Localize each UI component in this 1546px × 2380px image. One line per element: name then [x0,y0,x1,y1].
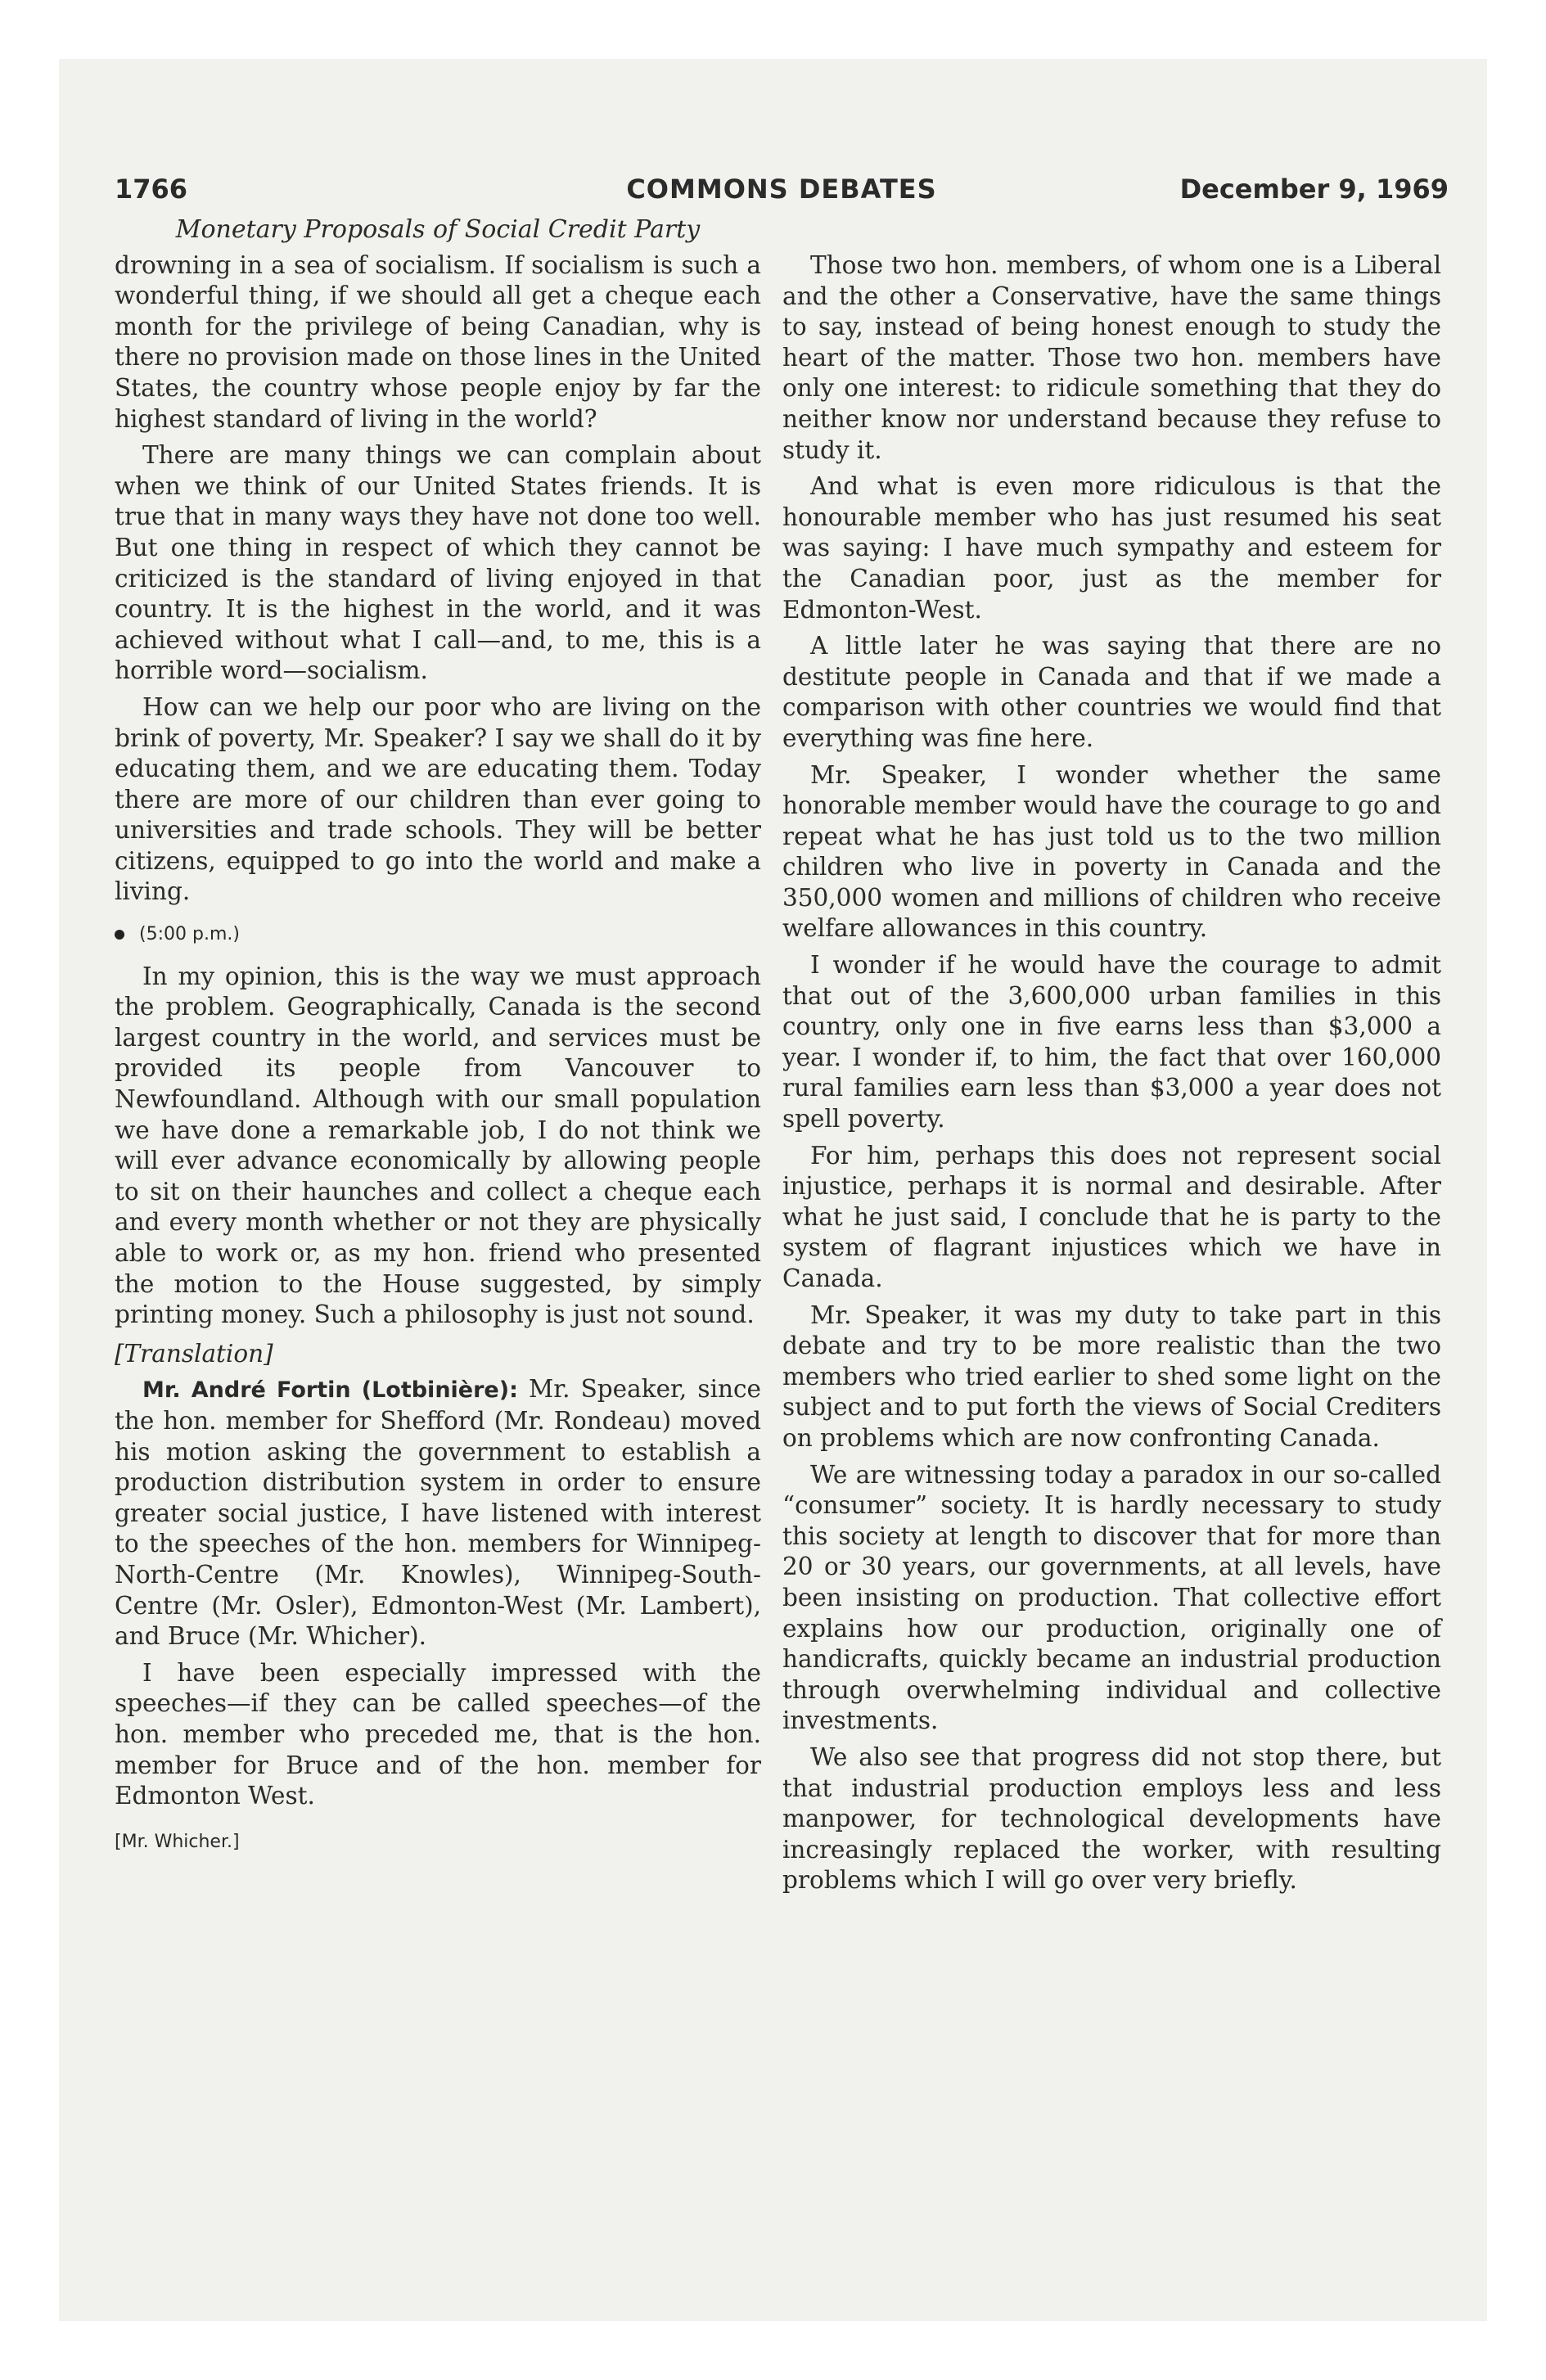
paragraph: I wonder if he would have the courage to admit that out of the 3,600,000 urban families in this country, only one in five earns less than $3,000 a year. I wonder if, to him, the fact that over 160,000 rural families earn less than $3,000 a year does not spell poverty. [782,951,1441,1134]
paragraph: We are witnessing today a paradox in our so-called “consumer” society. It is hardly necessary to study this society at length to discover that for more than 20 or 30 years, our governments, at all levels, have been insisting on production. That collective effort explains how our production, originally one of handicrafts, quickly became an industrial production through overwhelming individual and collective investments. [782,1460,1441,1735]
paragraph: A little later he was saying that there are no destitute people in Canada and that if we made a comparison with other countries we would find that everything was fine here. [782,632,1441,752]
time-marker-text: (5:00 p.m.) [139,924,240,945]
left-column [115,214,761,1857]
paragraph: Those two hon. members, of whom one is a Liberal and the other a Conservative, have the same things to say, instead of being honest enough to study the heart of the matter. Those two hon. members have only one interest: to ridicule something that they do neither know nor understand because they refuse to study it. [782,251,1441,464]
speaker-text: Mr. Speaker, since the hon. member for Shefford (Mr. Rondeau) moved his motion asking the government to establish a production distribution system in order to ensure greater social justice, I have listened with interest to the speeches of the hon. members for Winnipeg-North-Centre (Mr. Knowles), Winnipeg-South-Centre (Mr. Osler), Edmonton-West (Mr. Lambert), and Bruce (Mr. Whicher). [115,1375,761,1651]
speaker-name: Mr. André Fortin (Lotbinière): [142,1377,518,1404]
page-number: 1766 [115,174,188,205]
speaker-paragraph [115,1374,761,1652]
right-column [782,250,1441,1902]
time-marker [115,919,761,950]
paragraph: We also see that progress did not stop there, but that industrial production employs less and less manpower, for technological developments have increasingly replaced the worker, with resulting problems which I will go over very briefly. [782,1742,1441,1895]
publication-title: COMMONS DEBATES [626,174,937,205]
bullet-icon [115,930,124,940]
page-footer: [Mr. Whicher.] [115,1831,240,1852]
paragraph: drowning in a sea of socialism. If socialism is such a wonderful thing, if we should all get a cheque each month for the privilege of being Canadian, why is there no provision made on those lines in the United States, the country whose people enjoy by far the highest standard of living in the world? [115,250,761,433]
page-header [115,174,1449,216]
paragraph: Mr. Speaker, I wonder whether the same honorable member would have the courage to go and repeat what he has just told us to the two million children who live in poverty in Canada and the 350,000 women and millions of children who receive welfare allowances in this country. [782,760,1441,943]
translation-heading: [Translation] [115,1339,273,1368]
paragraph: For him, perhaps this does not represent social injustice, perhaps it is normal and desirable. After what he just said, I conclude that he is party to the system of flagrant injustices which we have in Canada. [782,1141,1441,1292]
paragraph: In my opinion, this is the way we must approach the problem. Geographically, Canada is the second largest country in the world, and services must be provided its people from Vancouver to Newfoundland. Although with our small population we have done a remarkable job, I do not think we will ever advance economically by allowing people to sit on their haunches and collect a cheque each and every month whether or not they are physically able to work or, as my hon. friend who presented the motion to the House suggested, by simply printing money. Such a philosophy is just not sound. [115,962,761,1329]
section-subheading: Monetary Proposals of Social Credit Party [175,215,701,244]
paragraph: And what is even more ridiculous is that the honourable member who has just resumed his seat was saying: I have much sympathy and esteem for the Canadian poor, just as the member for Edmonton-West. [782,472,1441,624]
paragraph: How can we help our poor who are living on the brink of poverty, Mr. Speaker? I say we shall do it by educating them, and we are educating them. Today there are more of our children than ever going to universities and trade schools. They will be better citizens, equipped to go into the world and make a living. [115,692,761,906]
paragraph: Mr. Speaker, it was my duty to take part in this debate and try to be more realistic than the two members who tried earlier to shed some light on the subject and to put forth the views of Social Crediters on problems which are now confronting Canada. [782,1300,1441,1452]
paragraph: There are many things we can complain about when we think of our United States friends. It is true that in many ways they have not done too well. But one thing in respect of which they cannot be criticized is the standard of living enjoyed in that country. It is the highest in the world, and it was achieved without what I call—and, to me, this is a horrible word—socialism. [115,441,761,685]
paragraph: I have been especially impressed with the speeches—if they can be called speeches—of the hon. member who preceded me, that is the hon. member for Bruce and of the hon. member for Edmonton West. [115,1658,761,1810]
page-date: December 9, 1969 [1179,174,1449,205]
